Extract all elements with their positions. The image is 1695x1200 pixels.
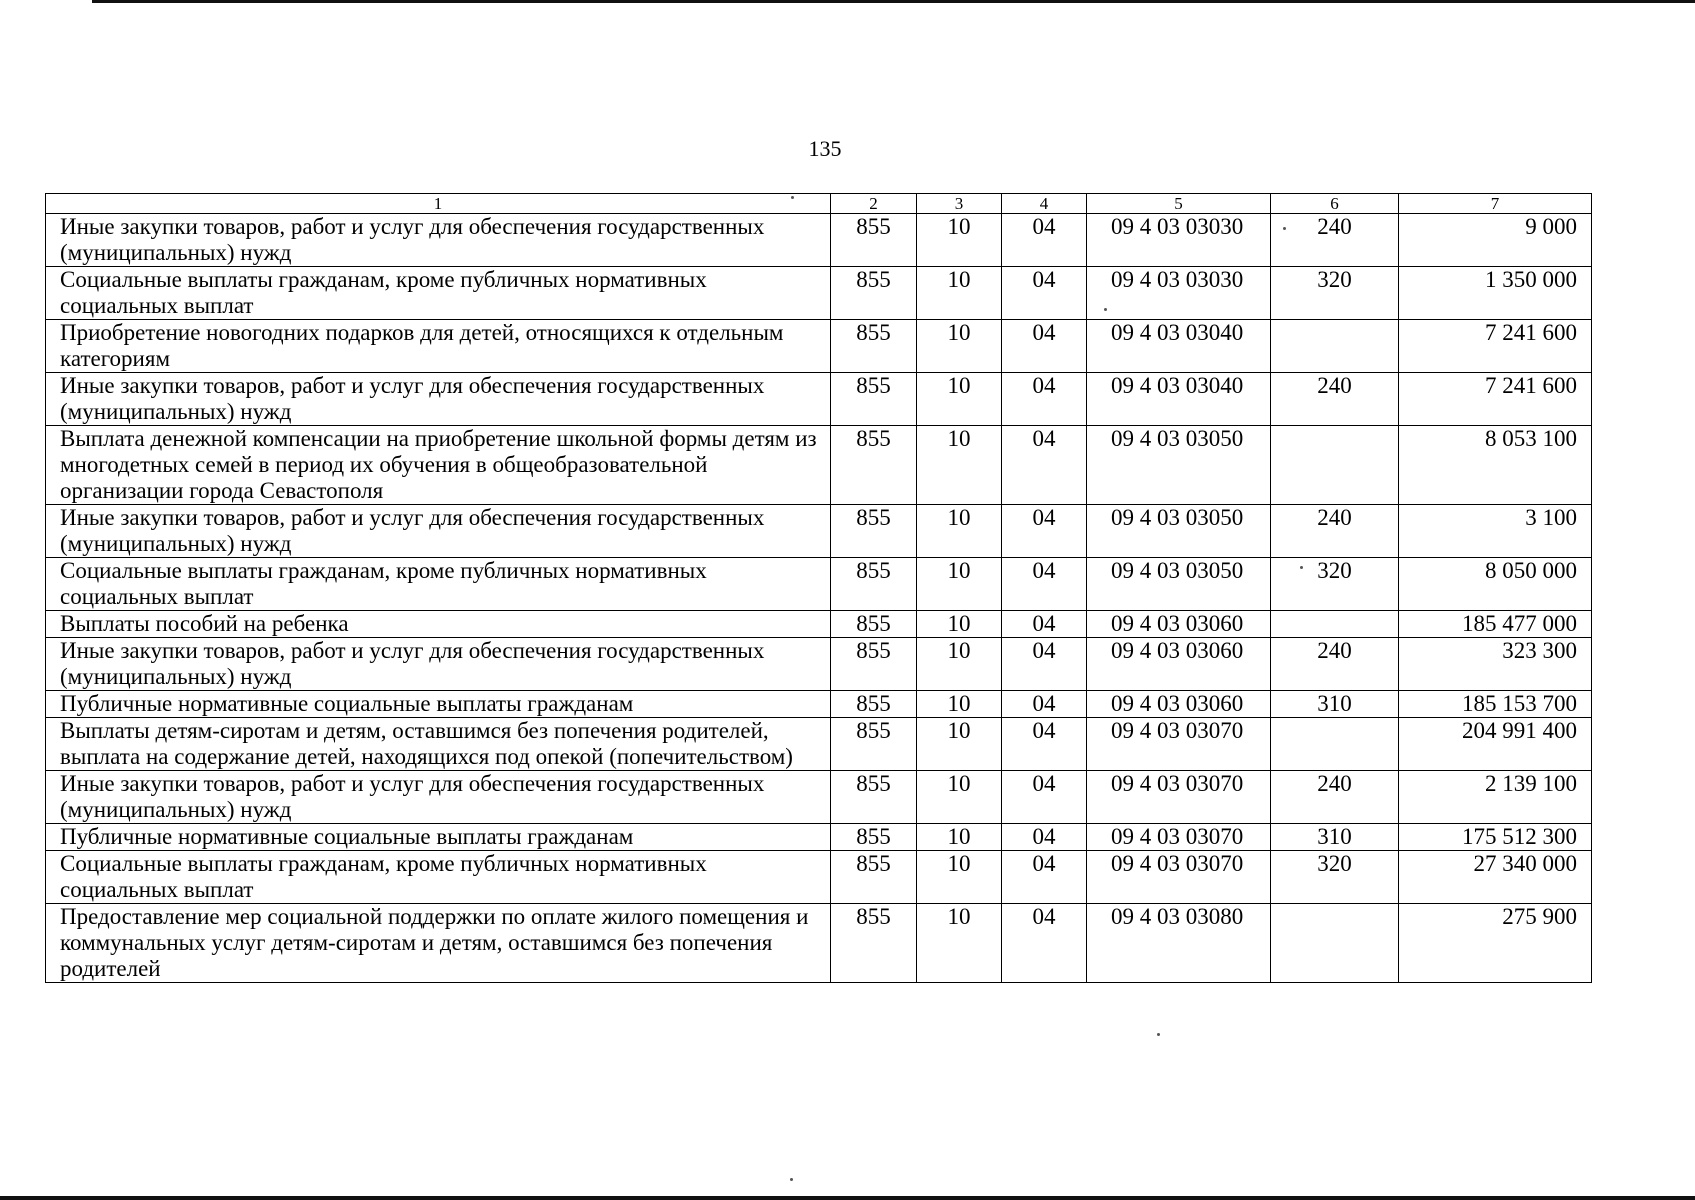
dept-code-cell: 855	[831, 611, 917, 638]
expense-type-code-cell: 320	[1271, 851, 1399, 904]
expense-name-cell: Публичные нормативные социальные выплаты гражданам	[46, 691, 831, 718]
table-row	[46, 267, 1592, 320]
subsection-code-cell: 04	[1002, 904, 1087, 983]
expense-type-code-cell: 240	[1271, 373, 1399, 426]
subsection-code-cell: 04	[1002, 638, 1087, 691]
amount-cell: 323 300	[1399, 638, 1592, 691]
column-number-row	[46, 194, 1592, 214]
expense-type-code-cell: 320	[1271, 267, 1399, 320]
amount-cell: 7 241 600	[1399, 320, 1592, 373]
scan-speck	[1283, 227, 1286, 230]
expense-type-code-cell: 240	[1271, 214, 1399, 267]
column-header-3: 3	[917, 194, 1002, 214]
section-code-cell: 10	[917, 505, 1002, 558]
budget-table	[45, 193, 1592, 983]
expense-name-cell: Иные закупки товаров, работ и услуг для обеспечения государственных (муниципальных) нужд	[46, 771, 831, 824]
amount-cell: 204 991 400	[1399, 718, 1592, 771]
dept-code-cell: 855	[831, 558, 917, 611]
section-code-cell: 10	[917, 558, 1002, 611]
dept-code-cell: 855	[831, 771, 917, 824]
section-code-cell: 10	[917, 611, 1002, 638]
dept-code-cell: 855	[831, 851, 917, 904]
dept-code-cell: 855	[831, 373, 917, 426]
amount-cell: 275 900	[1399, 904, 1592, 983]
dept-code-cell: 855	[831, 824, 917, 851]
target-article-code-cell: 09 4 03 03040	[1087, 373, 1271, 426]
scan-speck	[1104, 308, 1107, 311]
subsection-code-cell: 04	[1002, 851, 1087, 904]
expense-type-code-cell	[1271, 904, 1399, 983]
target-article-code-cell: 09 4 03 03070	[1087, 771, 1271, 824]
table-row	[46, 904, 1592, 983]
expense-type-code-cell: 310	[1271, 824, 1399, 851]
target-article-code-cell: 09 4 03 03050	[1087, 558, 1271, 611]
target-article-code-cell: 09 4 03 03060	[1087, 638, 1271, 691]
dept-code-cell: 855	[831, 505, 917, 558]
expense-name-cell: Выплата денежной компенсации на приобретение школьной формы детям из многодетных семей в период их обучения в общеобразовательной организации города Севастополя	[46, 426, 831, 505]
subsection-code-cell: 04	[1002, 320, 1087, 373]
section-code-cell: 10	[917, 851, 1002, 904]
table-row	[46, 320, 1592, 373]
target-article-code-cell: 09 4 03 03060	[1087, 691, 1271, 718]
amount-cell: 2 139 100	[1399, 771, 1592, 824]
target-article-code-cell: 09 4 03 03030	[1087, 214, 1271, 267]
target-article-code-cell: 09 4 03 03040	[1087, 320, 1271, 373]
section-code-cell: 10	[917, 373, 1002, 426]
section-code-cell: 10	[917, 771, 1002, 824]
section-code-cell: 10	[917, 638, 1002, 691]
column-header-6: 6	[1271, 194, 1399, 214]
column-header-1: 1	[46, 194, 831, 214]
table-row	[46, 214, 1592, 267]
scan-edge-top	[92, 0, 1695, 3]
subsection-code-cell: 04	[1002, 505, 1087, 558]
amount-cell: 9 000	[1399, 214, 1592, 267]
amount-cell: 8 050 000	[1399, 558, 1592, 611]
expense-type-code-cell	[1271, 320, 1399, 373]
dept-code-cell: 855	[831, 426, 917, 505]
table-row	[46, 718, 1592, 771]
target-article-code-cell: 09 4 03 03060	[1087, 611, 1271, 638]
scan-speck	[791, 196, 794, 199]
amount-cell: 8 053 100	[1399, 426, 1592, 505]
dept-code-cell: 855	[831, 267, 917, 320]
expense-type-code-cell: 320	[1271, 558, 1399, 611]
dept-code-cell: 855	[831, 320, 917, 373]
expense-name-cell: Иные закупки товаров, работ и услуг для обеспечения государственных (муниципальных) нужд	[46, 505, 831, 558]
table-row	[46, 373, 1592, 426]
section-code-cell: 10	[917, 426, 1002, 505]
subsection-code-cell: 04	[1002, 718, 1087, 771]
section-code-cell: 10	[917, 824, 1002, 851]
table-row	[46, 824, 1592, 851]
section-code-cell: 10	[917, 904, 1002, 983]
target-article-code-cell: 09 4 03 03070	[1087, 824, 1271, 851]
target-article-code-cell: 09 4 03 03050	[1087, 505, 1271, 558]
subsection-code-cell: 04	[1002, 214, 1087, 267]
table-row	[46, 851, 1592, 904]
scan-edge-bottom	[0, 1196, 1695, 1200]
amount-cell: 1 350 000	[1399, 267, 1592, 320]
expense-name-cell: Приобретение новогодних подарков для детей, относящихся к отдельным категориям	[46, 320, 831, 373]
subsection-code-cell: 04	[1002, 373, 1087, 426]
subsection-code-cell: 04	[1002, 558, 1087, 611]
subsection-code-cell: 04	[1002, 771, 1087, 824]
expense-type-code-cell: 310	[1271, 691, 1399, 718]
section-code-cell: 10	[917, 691, 1002, 718]
expense-type-code-cell: 240	[1271, 771, 1399, 824]
scan-speck	[1157, 1033, 1160, 1036]
table-body	[46, 214, 1592, 983]
dept-code-cell: 855	[831, 691, 917, 718]
expense-name-cell: Социальные выплаты гражданам, кроме публичных нормативных социальных выплат	[46, 851, 831, 904]
table-row	[46, 691, 1592, 718]
expense-name-cell: Выплаты пособий на ребенка	[46, 611, 831, 638]
expense-name-cell: Иные закупки товаров, работ и услуг для обеспечения государственных (муниципальных) нужд	[46, 373, 831, 426]
target-article-code-cell: 09 4 03 03080	[1087, 904, 1271, 983]
amount-cell: 27 340 000	[1399, 851, 1592, 904]
target-article-code-cell: 09 4 03 03070	[1087, 718, 1271, 771]
amount-cell: 185 477 000	[1399, 611, 1592, 638]
column-header-7: 7	[1399, 194, 1592, 214]
expense-name-cell: Социальные выплаты гражданам, кроме публичных нормативных социальных выплат	[46, 267, 831, 320]
dept-code-cell: 855	[831, 904, 917, 983]
section-code-cell: 10	[917, 718, 1002, 771]
table-row	[46, 771, 1592, 824]
amount-cell: 3 100	[1399, 505, 1592, 558]
amount-cell: 7 241 600	[1399, 373, 1592, 426]
section-code-cell: 10	[917, 214, 1002, 267]
table-row	[46, 638, 1592, 691]
column-header-2: 2	[831, 194, 917, 214]
table-row	[46, 426, 1592, 505]
dept-code-cell: 855	[831, 638, 917, 691]
dept-code-cell: 855	[831, 718, 917, 771]
expense-name-cell: Социальные выплаты гражданам, кроме публичных нормативных социальных выплат	[46, 558, 831, 611]
table-row	[46, 611, 1592, 638]
section-code-cell: 10	[917, 320, 1002, 373]
expense-name-cell: Выплаты детям-сиротам и детям, оставшимся без попечения родителей, выплата на содержание детей, находящихся под опекой (попечительством)	[46, 718, 831, 771]
expense-type-code-cell	[1271, 718, 1399, 771]
subsection-code-cell: 04	[1002, 426, 1087, 505]
subsection-code-cell: 04	[1002, 611, 1087, 638]
target-article-code-cell: 09 4 03 03070	[1087, 851, 1271, 904]
amount-cell: 175 512 300	[1399, 824, 1592, 851]
subsection-code-cell: 04	[1002, 691, 1087, 718]
column-header-5: 5	[1087, 194, 1271, 214]
column-header-4: 4	[1002, 194, 1087, 214]
page-number: 135	[808, 136, 842, 161]
expense-type-code-cell	[1271, 426, 1399, 505]
expense-name-cell: Иные закупки товаров, работ и услуг для обеспечения государственных (муниципальных) нужд	[46, 638, 831, 691]
section-code-cell: 10	[917, 267, 1002, 320]
table-row	[46, 558, 1592, 611]
expense-name-cell: Публичные нормативные социальные выплаты гражданам	[46, 824, 831, 851]
scan-speck	[790, 1178, 793, 1181]
expense-type-code-cell	[1271, 611, 1399, 638]
scan-speck	[1300, 566, 1303, 569]
subsection-code-cell: 04	[1002, 824, 1087, 851]
expense-type-code-cell: 240	[1271, 505, 1399, 558]
amount-cell: 185 153 700	[1399, 691, 1592, 718]
target-article-code-cell: 09 4 03 03050	[1087, 426, 1271, 505]
expense-type-code-cell: 240	[1271, 638, 1399, 691]
target-article-code-cell: 09 4 03 03030	[1087, 267, 1271, 320]
expense-name-cell: Иные закупки товаров, работ и услуг для обеспечения государственных (муниципальных) нужд	[46, 214, 831, 267]
subsection-code-cell: 04	[1002, 267, 1087, 320]
table-row	[46, 505, 1592, 558]
expense-name-cell: Предоставление мер социальной поддержки по оплате жилого помещения и коммунальных услуг детям-сиротам и детям, оставшимся без попечения родителей	[46, 904, 831, 983]
dept-code-cell: 855	[831, 214, 917, 267]
